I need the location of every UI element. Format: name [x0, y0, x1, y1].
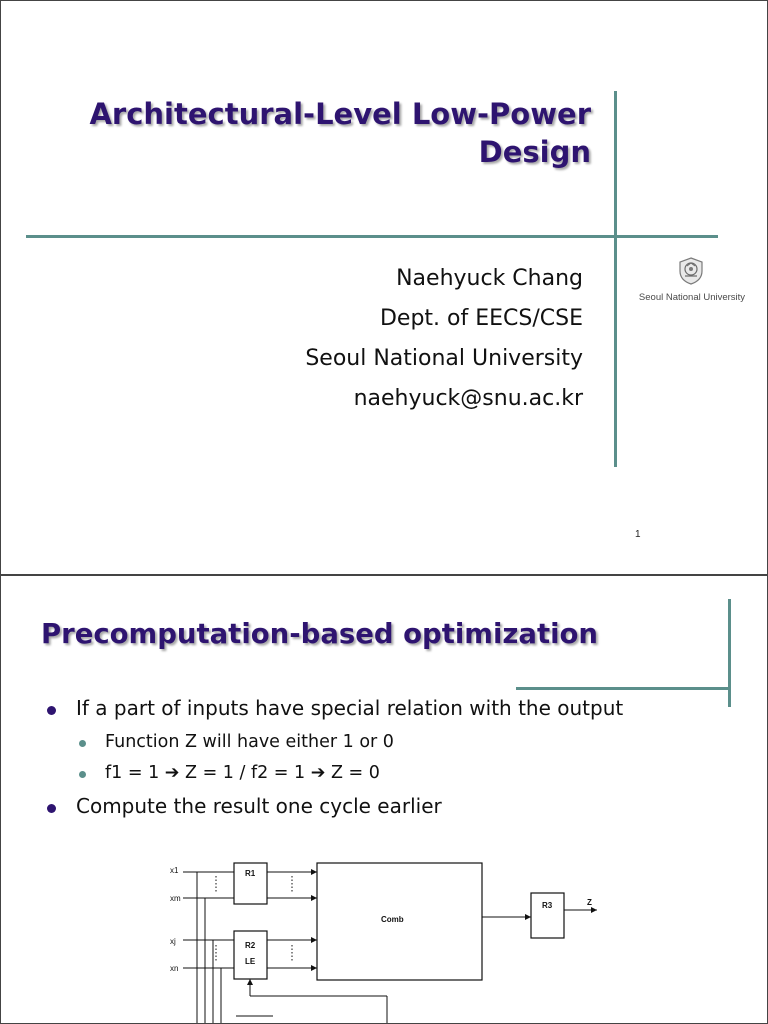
precomputation-circuit-diagram [161, 858, 607, 1024]
output-label-z: Z [587, 898, 592, 907]
sub-bullet-dot [79, 771, 86, 778]
input-label-xj: xj [170, 937, 176, 946]
register-r3-label: R3 [542, 901, 553, 910]
slide-title-line-2: Design [478, 135, 591, 169]
comb-label: Comb [381, 915, 404, 924]
bullet-dot [47, 706, 56, 715]
register-r2-le-label: LE [245, 957, 256, 966]
sub-bullet-text: f1 = 1 [105, 763, 165, 783]
sub-bullet-text: Z = 0 [325, 763, 380, 783]
register-r3 [531, 893, 564, 938]
input-label-xn: xn [170, 964, 179, 973]
author-department: Dept. of EECS/CSE [379, 306, 583, 331]
author-university: Seoul National University [305, 346, 583, 371]
slide-title-line-1: Architectural-Level Low-Power [89, 97, 591, 131]
university-logo [637, 253, 747, 309]
bullet-item: Compute the result one cycle earlier [76, 794, 442, 818]
register-r1-label: R1 [245, 869, 256, 878]
sub-bullet-item [105, 763, 380, 783]
bullet-dot [47, 804, 56, 813]
author-block [163, 259, 583, 419]
slide-title [31, 95, 591, 171]
input-label-xm: xm [170, 894, 181, 903]
slide-title: Precomputation-based optimization [41, 618, 598, 650]
content-slide [0, 575, 768, 1024]
author-email: naehyuck@snu.ac.kr [353, 386, 583, 411]
bullet-item: If a part of inputs have special relation with the output [76, 696, 624, 720]
page-number: 1 [635, 529, 641, 540]
right-arrow-icon: ➔ [310, 763, 326, 783]
vertical-divider [728, 599, 731, 707]
vertical-divider [614, 91, 617, 467]
sub-bullet-item: Function Z will have either 1 or 0 [105, 732, 394, 752]
register-r2 [234, 931, 267, 979]
university-emblem-icon [678, 257, 704, 285]
register-r2-label: R2 [245, 941, 256, 950]
logo-text: Seoul National University [638, 292, 746, 303]
input-label-x1: x1 [170, 866, 179, 875]
horizontal-divider [516, 687, 731, 690]
circuit-svg [161, 858, 607, 1024]
author-name: Naehyuck Chang [396, 266, 583, 291]
sub-bullet-dot [79, 740, 86, 747]
sub-bullet-text: Z = 1 / f2 = 1 [179, 763, 311, 783]
right-arrow-icon: ➔ [164, 763, 180, 783]
